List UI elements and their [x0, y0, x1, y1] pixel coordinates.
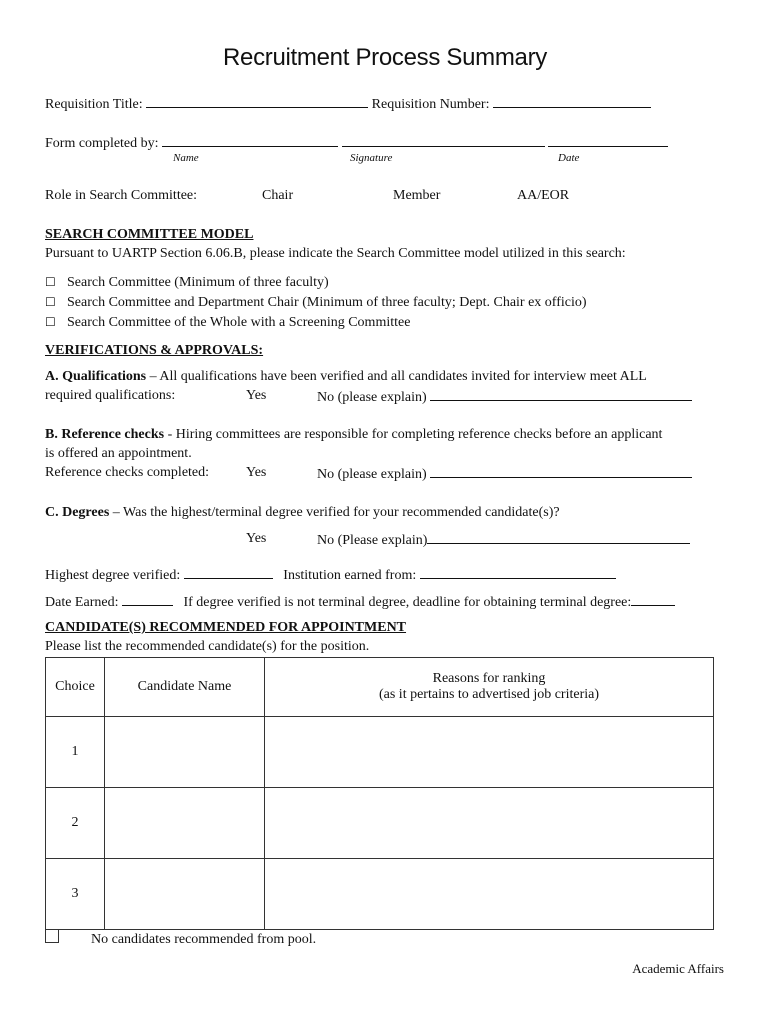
- degrees-text: – Was the highest/terminal degree verified for your recommended candidate(s)?: [109, 505, 560, 520]
- reasons-header-line1: Reasons for ranking: [432, 671, 546, 686]
- deadline-field[interactable]: [631, 593, 675, 606]
- form-completed-label: Form completed by:: [45, 136, 159, 151]
- references-explain-field[interactable]: [430, 465, 692, 478]
- role-option-aa-eor[interactable]: AA/EOR: [517, 188, 570, 203]
- date-caption: Date: [558, 152, 580, 164]
- references-yes[interactable]: Yes: [246, 465, 267, 480]
- table-row: [46, 788, 714, 859]
- reasons-header: [265, 658, 714, 717]
- candidates-table: [45, 657, 714, 930]
- model-option-2[interactable]: [45, 295, 587, 311]
- reasons-header-line2: (as it pertains to advertised job criteria): [378, 687, 600, 702]
- candidate-name-cell[interactable]: [105, 788, 265, 859]
- choice-cell: 1: [46, 717, 105, 788]
- qualifications-line2: required qualifications:: [45, 388, 176, 403]
- verifications-heading: VERIFICATIONS & APPROVALS:: [45, 343, 264, 358]
- degrees-line1: [45, 505, 560, 521]
- references-line2: is offered an appointment.: [45, 446, 192, 461]
- table-row: [46, 717, 714, 788]
- model-option-label: Search Committee and Department Chair (Minimum of three faculty; Dept. Chair ex officio): [67, 295, 587, 310]
- search-committee-heading: SEARCH COMMITTEE MODEL: [45, 227, 254, 242]
- highest-degree-label: Highest degree verified:: [45, 568, 181, 583]
- candidates-intro: Please list the recommended candidate(s) for the position.: [45, 639, 370, 654]
- qualifications-yes[interactable]: Yes: [246, 388, 267, 403]
- highest-degree-row: [45, 566, 616, 584]
- checkbox-icon[interactable]: ☐: [45, 275, 56, 289]
- degrees-no-label: No (Please explain): [317, 533, 428, 548]
- date-field[interactable]: [548, 134, 668, 147]
- no-candidates-checkbox[interactable]: [45, 929, 59, 943]
- table-header-row: [46, 658, 714, 717]
- references-no-label: No (please explain): [317, 467, 427, 482]
- model-option-label: Search Committee of the Whole with a Screening Committee: [67, 315, 411, 330]
- qualifications-no[interactable]: [317, 388, 692, 406]
- date-earned-label: Date Earned:: [45, 595, 119, 610]
- degrees-yes[interactable]: Yes: [246, 531, 267, 546]
- no-candidates-label: No candidates recommended from pool.: [91, 932, 317, 947]
- page-title: Recruitment Process Summary: [223, 44, 547, 71]
- institution-label: Institution earned from:: [283, 568, 417, 583]
- requisition-row: [45, 95, 651, 113]
- signature-field[interactable]: [342, 134, 545, 147]
- name-field[interactable]: [162, 134, 338, 147]
- search-committee-intro: Pursuant to UARTP Section 6.06.B, please indicate the Search Committee model utilized in this search:: [45, 246, 626, 261]
- requisition-number-label: Requisition Number:: [371, 97, 490, 112]
- model-option-3[interactable]: [45, 315, 410, 331]
- qualifications-line1: [45, 369, 647, 385]
- checkbox-icon[interactable]: ☐: [45, 295, 56, 309]
- references-label: B. Reference checks: [45, 427, 165, 442]
- requisition-title-field[interactable]: [146, 95, 368, 108]
- name-caption: Name: [173, 152, 199, 164]
- date-earned-field[interactable]: [122, 593, 173, 606]
- choice-cell: 2: [46, 788, 105, 859]
- qualifications-no-label: No (please explain): [317, 390, 427, 405]
- requisition-number-field[interactable]: [493, 95, 651, 108]
- reasons-cell[interactable]: [265, 859, 714, 930]
- candidate-name-header: Candidate Name: [105, 658, 265, 717]
- degrees-label: C. Degrees: [45, 505, 110, 520]
- choice-header: Choice: [46, 658, 105, 717]
- form-completed-row: [45, 134, 668, 152]
- institution-field[interactable]: [420, 566, 616, 579]
- references-line1: [45, 427, 662, 443]
- role-option-member[interactable]: Member: [393, 188, 441, 203]
- qualifications-explain-field[interactable]: [430, 388, 692, 401]
- deadline-label: If degree verified is not terminal degree, deadline for obtaining terminal degree:: [183, 595, 632, 610]
- footer-text: Academic Affairs: [632, 961, 724, 976]
- candidate-name-cell[interactable]: [105, 859, 265, 930]
- date-earned-row: [45, 593, 675, 611]
- table-row: [46, 859, 714, 930]
- choice-cell: 3: [46, 859, 105, 930]
- qualifications-text: – All qualifications have been verified and all candidates invited for interview meet ALL: [146, 369, 647, 384]
- checkbox-icon[interactable]: ☐: [45, 315, 56, 329]
- model-option-1[interactable]: [45, 275, 329, 291]
- references-text: - Hiring committees are responsible for completing reference checks before an applicant: [164, 427, 663, 442]
- reasons-cell[interactable]: [265, 788, 714, 859]
- model-option-label: Search Committee (Minimum of three faculty): [67, 275, 329, 290]
- reasons-cell[interactable]: [265, 717, 714, 788]
- degrees-no[interactable]: [317, 531, 690, 549]
- candidate-name-cell[interactable]: [105, 717, 265, 788]
- role-label: Role in Search Committee:: [45, 188, 198, 203]
- qualifications-label: A. Qualifications: [45, 369, 147, 384]
- signature-caption: Signature: [350, 152, 393, 164]
- highest-degree-field[interactable]: [184, 566, 273, 579]
- role-option-chair[interactable]: Chair: [262, 188, 294, 203]
- candidates-heading: CANDIDATE(S) RECOMMENDED FOR APPOINTMENT: [45, 620, 407, 635]
- requisition-title-label: Requisition Title:: [45, 97, 143, 112]
- references-line3: Reference checks completed:: [45, 465, 210, 480]
- degrees-explain-field[interactable]: [427, 531, 690, 544]
- references-no[interactable]: [317, 465, 692, 483]
